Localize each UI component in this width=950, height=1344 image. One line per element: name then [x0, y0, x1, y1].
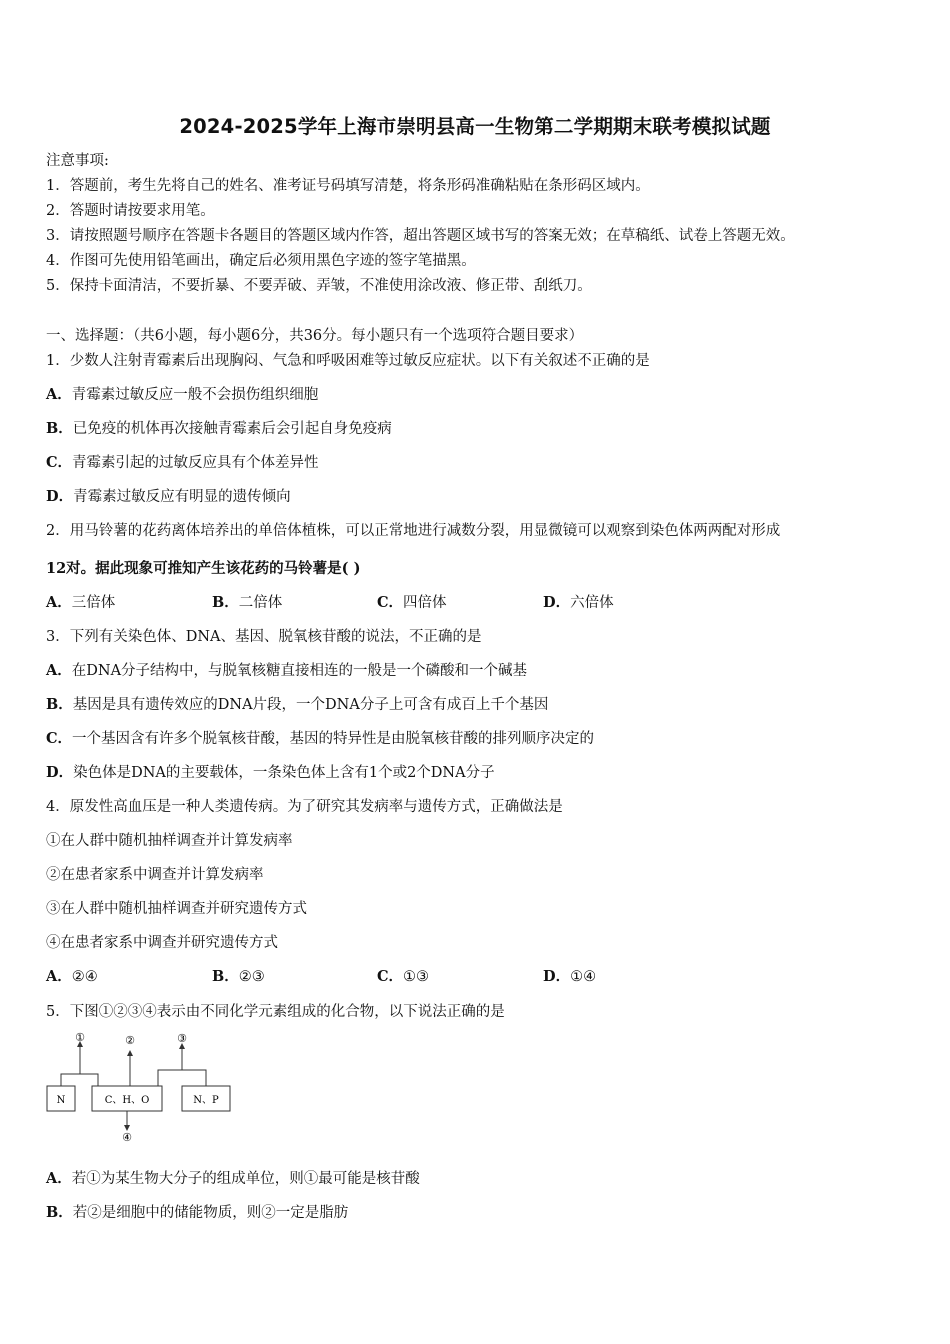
- option-label: D．: [543, 968, 571, 985]
- option-label: A．: [46, 386, 72, 403]
- question-3-option-d: [46, 764, 495, 782]
- question-4-option-b: [212, 968, 265, 986]
- option-label: A．: [46, 968, 72, 985]
- question-2-stem-cont: 12对。据此现象可推知产生该花药的马铃薯是( ): [46, 560, 361, 577]
- option-text: ①③: [403, 969, 430, 985]
- question-5-option-a: [46, 1170, 420, 1188]
- option-label: C．: [377, 968, 404, 985]
- option-label: A．: [46, 662, 72, 679]
- option-text: 三倍体: [71, 595, 116, 611]
- question-1-option-d: [46, 488, 291, 506]
- marker-1: ①: [75, 1031, 85, 1044]
- question-4-item: ①在人群中随机抽样调查并计算发病率: [46, 833, 293, 849]
- marker-3: ③: [177, 1032, 187, 1045]
- option-text: 若①为某生物大分子的组成单位，则①最可能是核苷酸: [71, 1171, 420, 1187]
- option-label: D．: [543, 594, 571, 611]
- option-text: 在DNA分子结构中，与脱氧核糖直接相连的一般是一个磷酸和一个碱基: [71, 663, 528, 679]
- question-4-option-d: [543, 968, 596, 986]
- option-text: 四倍体: [403, 595, 447, 611]
- question-3-option-c: [46, 730, 594, 748]
- option-text: 基因是具有遗传效应的DNA片段，一个DNA分子上可含有成百上千个基因: [72, 697, 549, 713]
- notice-heading: 注意事项:: [46, 153, 109, 169]
- question-2-option-b: [212, 594, 282, 612]
- option-label: B．: [46, 1204, 73, 1221]
- question-4-item: ③在人群中随机抽样调查并研究遗传方式: [46, 901, 307, 917]
- option-text: 一个基因含有许多个脱氧核苷酸，基因的特异性是由脱氧核苷酸的排列顺序决定的: [72, 731, 595, 747]
- notice-item: 4．作图可先使用铅笔画出，确定后必须用黑色字迹的签字笔描黑。: [46, 253, 476, 269]
- option-label: B．: [212, 968, 239, 985]
- question-1-option-b: [46, 420, 392, 438]
- box-np-label: N、P: [193, 1095, 219, 1106]
- question-5-option-b: [46, 1204, 348, 1222]
- element-composition-diagram: [40, 1028, 240, 1148]
- option-label: B．: [46, 696, 73, 713]
- option-label: C．: [377, 594, 404, 611]
- option-label: D．: [46, 488, 74, 505]
- option-label: D．: [46, 764, 74, 781]
- question-4-item: ②在患者家系中调查并计算发病率: [46, 867, 264, 883]
- question-5-stem: 5．下图①②③④表示由不同化学元素组成的化合物，以下说法正确的是: [46, 1004, 505, 1020]
- question-4-item: ④在患者家系中调查并研究遗传方式: [46, 935, 278, 951]
- notice-item: 3．请按照题号顺序在答题卡各题目的答题区域内作答，超出答题区域书写的答案无效；在草稿纸、试卷上答题无效。: [46, 228, 795, 244]
- option-text: 青霉素过敏反应有明显的遗传倾向: [73, 489, 291, 505]
- option-label: C．: [46, 730, 73, 747]
- connector-1: [61, 1074, 98, 1086]
- option-text: 六倍体: [570, 595, 614, 611]
- notice-item: 1．答题前，考生先将自己的姓名、准考证号码填写清楚，将条形码准确粘贴在条形码区域内。: [46, 178, 650, 194]
- option-text: ②④: [71, 969, 98, 985]
- question-4-option-a: [46, 968, 98, 986]
- question-1-option-a: [46, 386, 318, 404]
- box-cho-label: C、H、O: [104, 1095, 150, 1106]
- question-4-stem: 4．原发性高血压是一种人类遗传病。为了研究其发病率与遗传方式，正确做法是: [46, 799, 563, 815]
- question-3-option-b: [46, 696, 548, 714]
- page-title: 2024-2025学年上海市崇明县高一生物第二学期期末联考模拟试题: [179, 115, 771, 138]
- option-label: B．: [46, 420, 73, 437]
- question-1-option-c: [46, 454, 319, 472]
- box-n-label: N: [56, 1095, 66, 1106]
- notice-item: 2．答题时请按要求用笔。: [46, 203, 215, 219]
- option-text: 已免疫的机体再次接触青霉素后会引起自身免疫病: [72, 421, 392, 437]
- question-3-stem: 3．下列有关染色体、DNA、基因、脱氧核苷酸的说法，不正确的是: [46, 629, 482, 645]
- question-4-option-c: [377, 968, 429, 986]
- option-text: 青霉素引起的过敏反应具有个体差异性: [72, 455, 319, 471]
- option-label: A．: [46, 1170, 72, 1187]
- question-3-option-a: [46, 662, 527, 680]
- question-2-option-a: [46, 594, 115, 612]
- question-1-stem: 1．少数人注射青霉素后出现胸闷、气急和呼吸困难等过敏反应症状。以下有关叙述不正确的是: [46, 353, 650, 369]
- option-text: 染色体是DNA的主要载体，一条染色体上含有1个或2个DNA分子: [73, 765, 495, 781]
- question-2-option-d: [543, 594, 614, 612]
- option-label: B．: [212, 594, 239, 611]
- question-2-stem: 2．用马铃薯的花药离体培养出的单倍体植株，可以正常地进行减数分裂，用显微镜可以观察到染色体两两配对形成: [46, 523, 781, 539]
- option-text: ②③: [238, 969, 265, 985]
- marker-2: ②: [125, 1034, 135, 1047]
- marker-4: ④: [122, 1131, 132, 1144]
- question-2-option-c: [377, 594, 447, 612]
- option-label: C．: [46, 454, 73, 471]
- connector-3: [158, 1070, 206, 1086]
- option-label: A．: [46, 594, 72, 611]
- section-heading: 一、选择题：（共6小题，每小题6分，共36分。每小题只有一个选项符合题目要求）: [46, 328, 584, 344]
- option-text: 二倍体: [238, 595, 283, 611]
- option-text: ①④: [570, 969, 597, 985]
- option-text: 青霉素过敏反应一般不会损伤组织细胞: [71, 387, 319, 403]
- option-text: 若②是细胞中的储能物质，则②一定是脂肪: [72, 1205, 349, 1221]
- notice-item: 5．保持卡面清洁，不要折暴、不要弄破、弄皱，不准使用涂改液、修正带、刮纸刀。: [46, 278, 592, 294]
